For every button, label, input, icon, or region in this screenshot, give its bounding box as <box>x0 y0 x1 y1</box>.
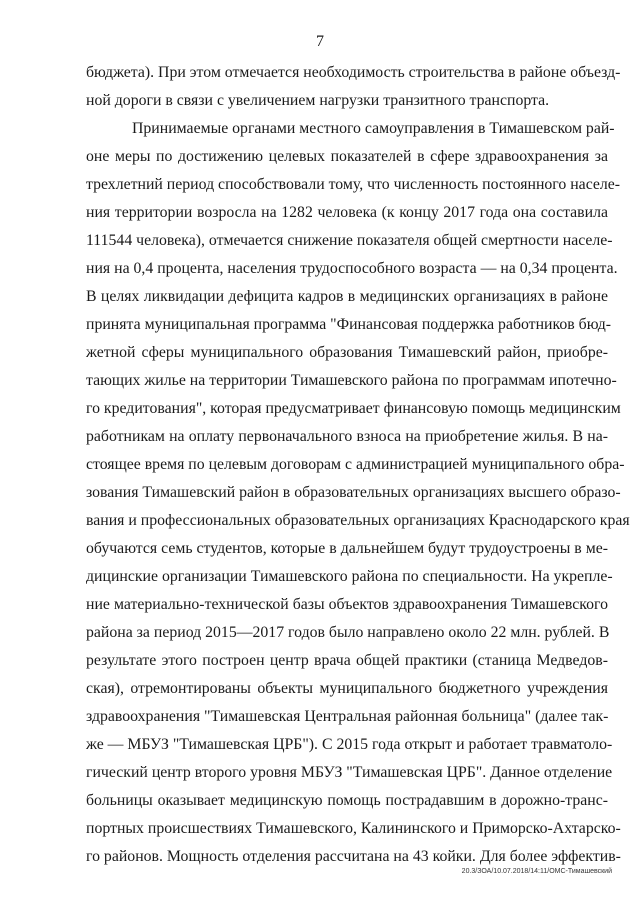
text-line: жетной сферы муниципального образования Тимашевский район, приобре- <box>86 344 608 361</box>
text-line: ния территории возросла на 1282 человека (к концу 2017 года она составила <box>86 204 608 221</box>
paragraph-first-line: Принимаемые органами местного самоуправления в Тимашевском рай- <box>132 120 615 137</box>
text-line: го кредитования", которая предусматривает финансовую помощь медицинским <box>86 400 621 417</box>
text-line: зования Тимашевский район в образовательных организациях высшего образо- <box>86 484 621 501</box>
footer-stamp: 20.3/ЗОА/10.07.2018/14:11/ОМС-Тимашевский <box>461 868 612 875</box>
text-line: гический центр второго уровня МБУЗ "Тимашевская ЦРБ". Данное отделение <box>86 764 613 781</box>
text-line: здравоохранения "Тимашевская Центральная районная больница" (далее так- <box>86 708 609 725</box>
text-line: трехлетний период способствовали тому, что численность постоянного населе- <box>86 176 621 193</box>
text-line: ния на 0,4 процента, населения трудоспособного возраста — на 0,34 процента. <box>86 260 618 277</box>
text-line: работникам на оплату первоначального взноса на приобретение жилья. В на- <box>86 428 608 445</box>
text-line: портных происшествиях Тимашевского, Калининского и Приморско-Ахтарско- <box>86 820 621 837</box>
text-line: тающих жилье на территории Тимашевского района по программам ипотечно- <box>86 372 617 389</box>
text-line: обучаются семь студентов, которые в дальнейшем будут трудоустроены в ме- <box>86 540 608 557</box>
text-line: стоящее время по целевым договорам с администрацией муниципального обра- <box>86 456 625 473</box>
text-line: результате этого построен центр врача общей практики (станица Медведов- <box>86 652 608 669</box>
text-line: района за период 2015—2017 годов было направлено около 22 млн. рублей. В <box>86 624 610 641</box>
text-line: оне меры по достижению целевых показателей в сфере здравоохранения за <box>86 148 608 165</box>
text-line: вания и профессиональных образовательных организациях Краснодарского края <box>86 512 630 529</box>
text-line: больницы оказывает медицинскую помощь пострадавшим в дорожно-транс- <box>86 792 608 809</box>
text-line: ние материально-технической базы объектов здравоохранения Тимашевского <box>86 596 608 613</box>
text-line: 111544 человека), отмечается снижение показателя общей смертности населе- <box>86 232 613 249</box>
text-line: бюджета). При этом отмечается необходимость строительства в районе объезд- <box>86 64 621 81</box>
page-number: 7 <box>316 33 324 50</box>
text-line: В целях ликвидации дефицита кадров в медицинских организациях в районе <box>86 288 608 305</box>
text-line: ская), отремонтированы объекты муниципального бюджетного учреждения <box>86 680 608 697</box>
text-line: дицинские организации Тимашевского района по специальности. На укрепле- <box>86 568 613 585</box>
text-line: принята муниципальная программа "Финансовая поддержка работников бюд- <box>86 316 611 333</box>
text-line: ной дороги в связи с увеличением нагрузки транзитного транспорта. <box>86 92 550 109</box>
text-line: же — МБУЗ "Тимашевская ЦРБ"). С 2015 года открыт и работает травматоло- <box>86 736 613 753</box>
text-line: го районов. Мощность отделения рассчитана на 43 койки. Для более эффектив- <box>86 848 621 865</box>
